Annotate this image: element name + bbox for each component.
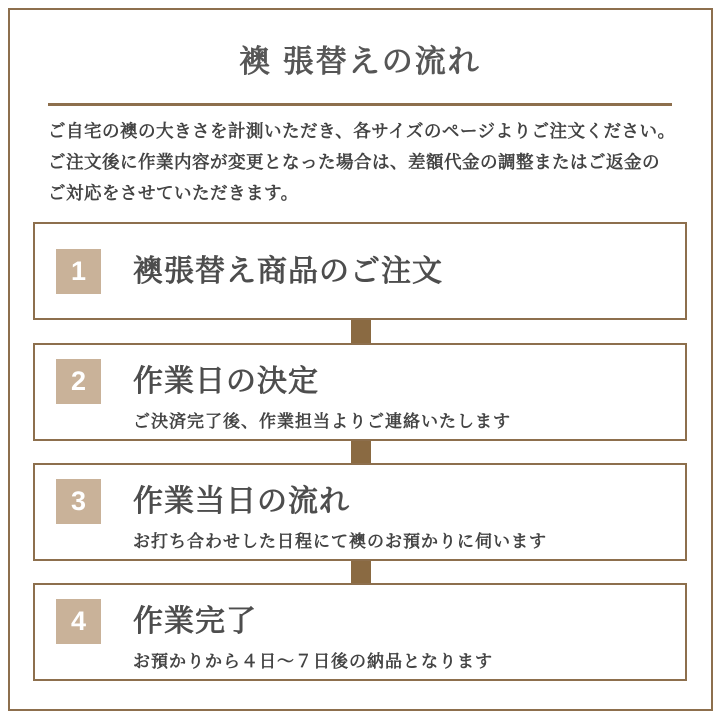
intro-line-2: ご注文後に作業内容が変更となった場合は、差額代金の調整またはご返金の xyxy=(48,152,660,172)
step-number-badge: 3 xyxy=(56,479,101,524)
step-card-workday xyxy=(33,463,687,561)
step-title: 作業日の決定 xyxy=(133,365,319,398)
step-description: お打ち合わせした日程にて襖のお預かりに伺います xyxy=(133,532,547,551)
step-number-badge: 4 xyxy=(56,599,101,644)
step-number-badge: 1 xyxy=(56,249,101,294)
step-description: ご決済完了後、作業担当よりご連絡いたします xyxy=(133,412,511,431)
step-description: お預かりから４日〜７日後の納品となります xyxy=(133,652,493,671)
step-number-badge: 2 xyxy=(56,359,101,404)
intro-line-3: ご対応をさせていただきます。 xyxy=(48,183,299,203)
page-title: 襖 張替えの流れ xyxy=(239,44,481,79)
step-card-order xyxy=(33,222,687,320)
step-card-complete xyxy=(33,583,687,681)
intro-line-1: ご自宅の襖の大きさを計測いただき、各サイズのページよりご注文ください。 xyxy=(48,121,676,141)
step-title: 作業当日の流れ xyxy=(133,485,350,518)
intro-paragraph xyxy=(48,116,676,209)
step-title: 襖張替え商品のご注文 xyxy=(133,254,443,288)
title-divider xyxy=(48,103,672,106)
step-card-schedule xyxy=(33,343,687,441)
step-title: 作業完了 xyxy=(133,605,257,638)
